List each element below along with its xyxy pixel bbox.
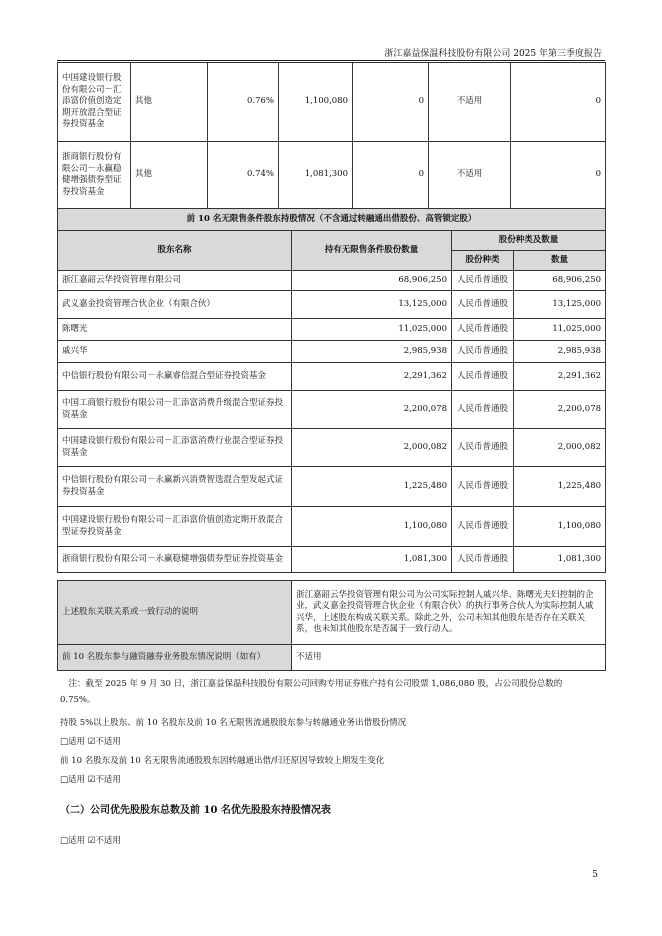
- class-qty: 1,100,080: [514, 507, 606, 547]
- holder-name: 中国工商银行股份有限公司－汇添富消费升级混合型证券投资基金: [58, 391, 292, 429]
- col-holder-name: 股东名称: [58, 231, 292, 271]
- section-title: 前 10 名无限售条件股东持股情况（不含通过转融通出借股份、高管锁定股）: [58, 209, 606, 231]
- page-number: 5: [592, 870, 598, 880]
- holding-qty: 2,291,362: [292, 363, 452, 391]
- share-class: 人民币普通股: [452, 341, 514, 363]
- relation-notes-table: [57, 580, 606, 671]
- lending-applicability: □适用 ☑不适用: [60, 737, 121, 747]
- class-qty: 68,906,250: [514, 271, 606, 291]
- class-qty: 2,000,082: [514, 429, 606, 467]
- margin-label: 前 10 名股东参与融资融券业务股东情况说明（如有）: [58, 645, 292, 671]
- holding-qty: 68,906,250: [292, 271, 452, 291]
- holder-name: 中国建设银行股份有限公司－汇添富价值创造定期开放混合型证券投资基金: [58, 507, 292, 547]
- holder-name: 中信银行股份有限公司－永赢新兴消费智选混合型发起式证券投资基金: [58, 467, 292, 507]
- table-row: [58, 391, 606, 429]
- holding-pct: 0.74%: [208, 142, 279, 209]
- col-holding-qty: 持有无限售条件股份数量: [292, 231, 452, 271]
- repurchase-note: 注：截至 2025 年 9 月 30 日，浙江嘉益保温科技股份有限公司回购专用证券账户持有公司股票 1,086,080 股，占公司股份总数的 0.75%。: [60, 679, 563, 705]
- share-class: 人民币普通股: [452, 429, 514, 467]
- margin-text: 不适用: [292, 645, 606, 671]
- restricted-shares: 0: [353, 63, 429, 142]
- header-rule: [57, 60, 605, 61]
- header-row: [58, 231, 606, 251]
- change-paragraph: 前 10 名股东及前 10 名无限售流通股股东因转融通出借/归还原因导致较上期发生变化: [60, 756, 385, 766]
- holder-type: 其他: [131, 142, 208, 209]
- class-qty: 2,985,938: [514, 341, 606, 363]
- class-qty: 1,225,480: [514, 467, 606, 507]
- holder-name: 中国建设银行股份有限公司－汇添富消费行业混合型证券投资基金: [58, 429, 292, 467]
- holding-qty: 1,225,480: [292, 467, 452, 507]
- table-row: [58, 467, 606, 507]
- margin-row: [58, 645, 606, 671]
- holding-qty: 11,025,000: [292, 319, 452, 341]
- class-qty: 1,081,300: [514, 547, 606, 573]
- holding-qty: 2,985,938: [292, 341, 452, 363]
- share-class: 人民币普通股: [452, 547, 514, 573]
- table-row: [58, 363, 606, 391]
- table-row: [58, 319, 606, 341]
- holder-name: 浙商银行股份有限公司－永赢稳健增强债券型证券投资基金: [58, 142, 131, 209]
- share-class: 人民币普通股: [452, 467, 514, 507]
- share-class: 人民币普通股: [452, 271, 514, 291]
- holder-name: 中信银行股份有限公司－永赢睿信混合型证券投资基金: [58, 363, 292, 391]
- share-class: 人民币普通股: [452, 391, 514, 429]
- section-title-row: [58, 209, 606, 231]
- report-header: 浙江嘉益保温科技股份有限公司 2025 年第三季度报告: [384, 49, 602, 59]
- holder-name: 陈曙光: [58, 319, 292, 341]
- restricted-shares: 0: [353, 142, 429, 209]
- holder-name: 中国建设银行股份有限公司－汇添富价值创造定期开放混合型证券投资基金: [58, 63, 131, 142]
- table-row: [58, 341, 606, 363]
- pledge-qty: 0: [511, 63, 606, 142]
- lending-paragraph: 持股 5%以上股东、前 10 名股东及前 10 名无限售流通股股东参与转融通业务出借股份情况: [60, 718, 407, 728]
- holder-type: 其他: [131, 63, 208, 142]
- holder-name: 戚兴华: [58, 341, 292, 363]
- top10-shareholders-table-tail: [57, 62, 606, 209]
- holder-name: 武义嘉金投资管理合伙企业（有限合伙）: [58, 291, 292, 319]
- unrestricted-shareholders-table: [57, 208, 606, 573]
- table-row: [58, 507, 606, 547]
- relation-text: 浙江嘉韶云华投资管理有限公司为公司实际控制人戚兴华、陈曙光夫妇控制的企业，武义嘉金投资管理合伙企业（有限合伙）的执行事务合伙人为实际控制人戚兴华，上述股东构成关联关系。除此之外，公司未知其他股东是否存在关联关系，也未知其他股东是否属于一致行动人。: [292, 581, 606, 645]
- holding-qty: 2,200,078: [292, 391, 452, 429]
- preferred-shareholders-heading: （二）公司优先股股东总数及前 10 名优先股股东持股情况表: [60, 805, 331, 816]
- holding-qty: 13,125,000: [292, 291, 452, 319]
- share-class: 人民币普通股: [452, 319, 514, 341]
- relation-row: [58, 581, 606, 645]
- col-class-type: 股份种类: [452, 251, 514, 271]
- table-row: [58, 63, 606, 142]
- holding-qty: 2,000,082: [292, 429, 452, 467]
- pledge-status: 不适用: [429, 63, 511, 142]
- table-row: [58, 142, 606, 209]
- table-row: [58, 271, 606, 291]
- table-row: [58, 429, 606, 467]
- share-class: 人民币普通股: [452, 291, 514, 319]
- holder-name: 浙商银行股份有限公司－永赢稳健增强债券型证券投资基金: [58, 547, 292, 573]
- class-qty: 11,025,000: [514, 319, 606, 341]
- holding-qty: 1,100,080: [292, 507, 452, 547]
- class-qty: 2,291,362: [514, 363, 606, 391]
- pledge-status: 不适用: [429, 142, 511, 209]
- col-share-class: 股份种类及数量: [452, 231, 606, 251]
- preferred-applicability: □适用 ☑不适用: [60, 836, 121, 846]
- class-qty: 13,125,000: [514, 291, 606, 319]
- holding-pct: 0.76%: [208, 63, 279, 142]
- holding-shares: 1,081,300: [279, 142, 353, 209]
- table-row: [58, 547, 606, 573]
- share-class: 人民币普通股: [452, 507, 514, 547]
- pledge-qty: 0: [511, 142, 606, 209]
- holder-name: 浙江嘉韶云华投资管理有限公司: [58, 271, 292, 291]
- share-class: 人民币普通股: [452, 363, 514, 391]
- holding-shares: 1,100,080: [279, 63, 353, 142]
- relation-label: 上述股东关联关系或一致行动的说明: [58, 581, 292, 645]
- holding-qty: 1,081,300: [292, 547, 452, 573]
- change-applicability: □适用 ☑不适用: [60, 775, 121, 785]
- table-row: [58, 291, 606, 319]
- col-class-qty: 数量: [514, 251, 606, 271]
- class-qty: 2,200,078: [514, 391, 606, 429]
